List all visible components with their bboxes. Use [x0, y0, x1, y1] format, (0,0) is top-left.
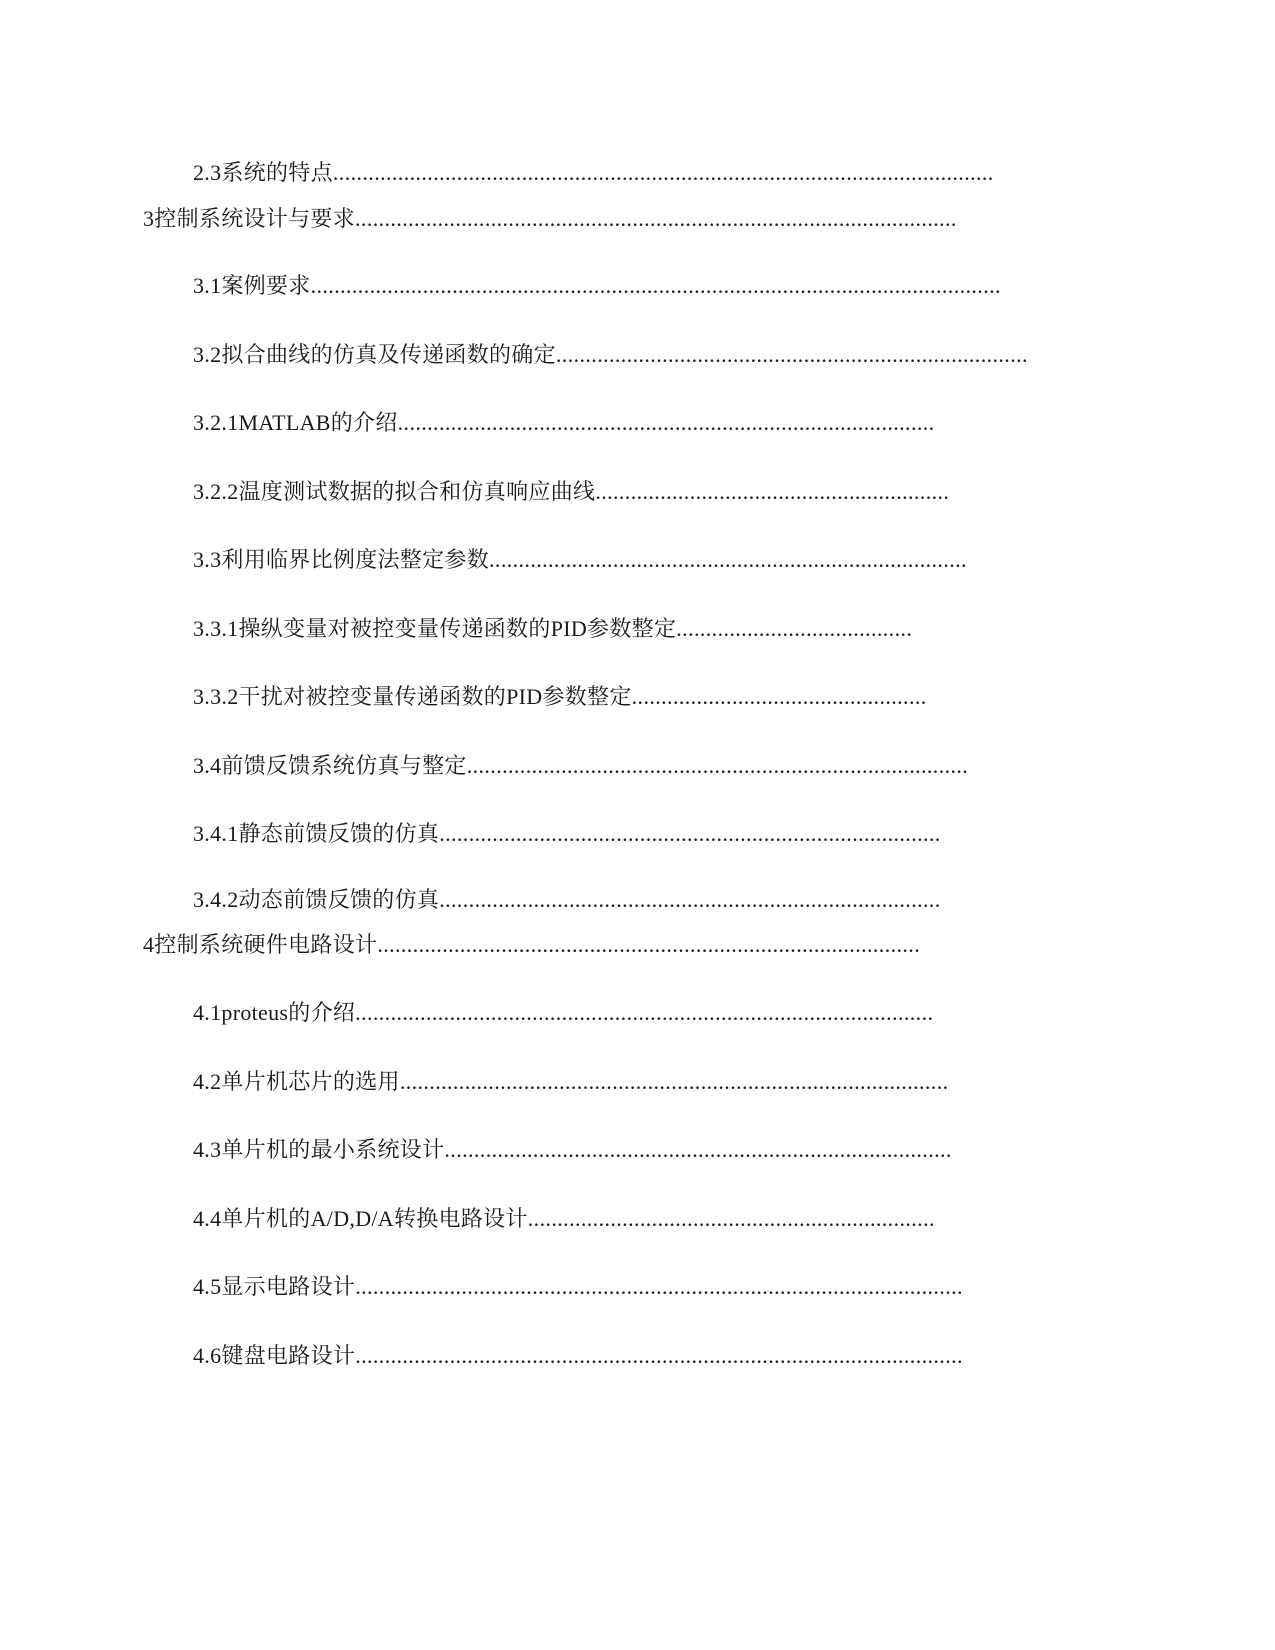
toc-entry[interactable] — [193, 158, 994, 188]
toc-leader-dots: ....................................................................................................... — [355, 1343, 963, 1368]
toc-leader-dots: ............................................................................................ — [377, 932, 921, 957]
toc-entry[interactable] — [193, 1204, 963, 1234]
toc-entry-title: 2.3系统的特点 — [193, 160, 333, 185]
toc-entry-title: 3.2拟合曲线的仿真及传递函数的确定 — [193, 342, 556, 367]
toc-entry-title: 4.3单片机的最小系统设计 — [193, 1137, 445, 1162]
toc-leader-dots: ............................................................ — [595, 479, 950, 504]
toc-entry-title: 4.1proteus的介绍 — [193, 1000, 356, 1025]
toc-leader-dots: ........................................ — [676, 616, 913, 641]
toc-entry-title: 3.4前馈反馈系统仿真与整定 — [193, 753, 467, 778]
toc-entry-title: 3.2.1MATLAB的介绍 — [193, 410, 398, 435]
toc-entry[interactable] — [193, 682, 937, 712]
toc-entry-title: 3.3.2干扰对被控变量传递函数的PID参数整定 — [193, 684, 632, 709]
toc-entry-title: 4.6键盘电路设计 — [193, 1343, 356, 1368]
toc-entry-title: 4.4单片机的A/D,D/A转换电路设计 — [193, 1206, 528, 1231]
toc-leader-dots: ..................................................................................... — [466, 753, 969, 778]
toc-entry-title: 4.5显示电路设计 — [193, 1274, 356, 1299]
toc-entry[interactable] — [193, 614, 937, 644]
toc-leader-dots: .................................................. — [631, 684, 927, 709]
toc-entry[interactable] — [193, 998, 949, 1028]
toc-entry[interactable] — [193, 477, 950, 507]
toc-entry-title: 3.3.1操纵变量对被控变量传递函数的PID参数整定 — [193, 616, 677, 641]
toc-leader-dots: .................................................................................................. — [355, 1000, 934, 1025]
toc-leader-dots: ..................................................................................................................... — [310, 273, 1001, 298]
toc-leader-dots: ..................................................................... — [527, 1206, 935, 1231]
toc-leader-dots: ................................................................................ — [555, 342, 1028, 367]
toc-entry[interactable] — [193, 545, 969, 575]
toc-leader-dots: ..................................................................................... — [439, 821, 941, 846]
toc-entry[interactable] — [193, 1135, 969, 1165]
toc-entry-title: 3.3利用临界比例度法整定参数 — [193, 547, 490, 572]
toc-entry[interactable] — [143, 930, 951, 960]
toc-entry-title: 3控制系统设计与要求 — [143, 206, 356, 231]
toc-entry[interactable] — [193, 1272, 969, 1302]
toc-leader-dots: ................................................................................. — [489, 547, 967, 572]
toc-entry[interactable] — [193, 408, 963, 438]
toc-leader-dots: ........................................................................................... — [397, 410, 935, 435]
toc-entry[interactable] — [193, 340, 1028, 370]
toc-entry[interactable] — [193, 819, 945, 849]
toc-entry-title: 4控制系统硬件电路设计 — [143, 932, 378, 957]
toc-entry-title: 3.4.1静态前馈反馈的仿真 — [193, 821, 440, 846]
toc-entry[interactable] — [193, 885, 945, 915]
toc-leader-dots: ................................................................................................................ — [332, 160, 994, 185]
toc-entry[interactable] — [193, 271, 1001, 301]
toc-entry-title: 3.4.2动态前馈反馈的仿真 — [193, 887, 440, 912]
toc-entry-title: 4.2单片机芯片的选用 — [193, 1069, 400, 1094]
toc-leader-dots: ...................................................................................... — [444, 1137, 952, 1162]
toc-entry-title: 3.2.2温度测试数据的拟合和仿真响应曲线 — [193, 479, 596, 504]
toc-leader-dots: ............................................................................................. — [399, 1069, 949, 1094]
toc-leader-dots: ...................................................................................................... — [355, 206, 957, 231]
toc-entry[interactable] — [193, 751, 969, 781]
toc-entry[interactable] — [193, 1341, 969, 1371]
toc-leader-dots: ..................................................................................... — [439, 887, 941, 912]
toc-entry-title: 3.1案例要求 — [193, 273, 311, 298]
toc-entry[interactable] — [193, 1067, 975, 1097]
toc-leader-dots: ....................................................................................................... — [355, 1274, 963, 1299]
toc-entry[interactable] — [143, 204, 957, 234]
